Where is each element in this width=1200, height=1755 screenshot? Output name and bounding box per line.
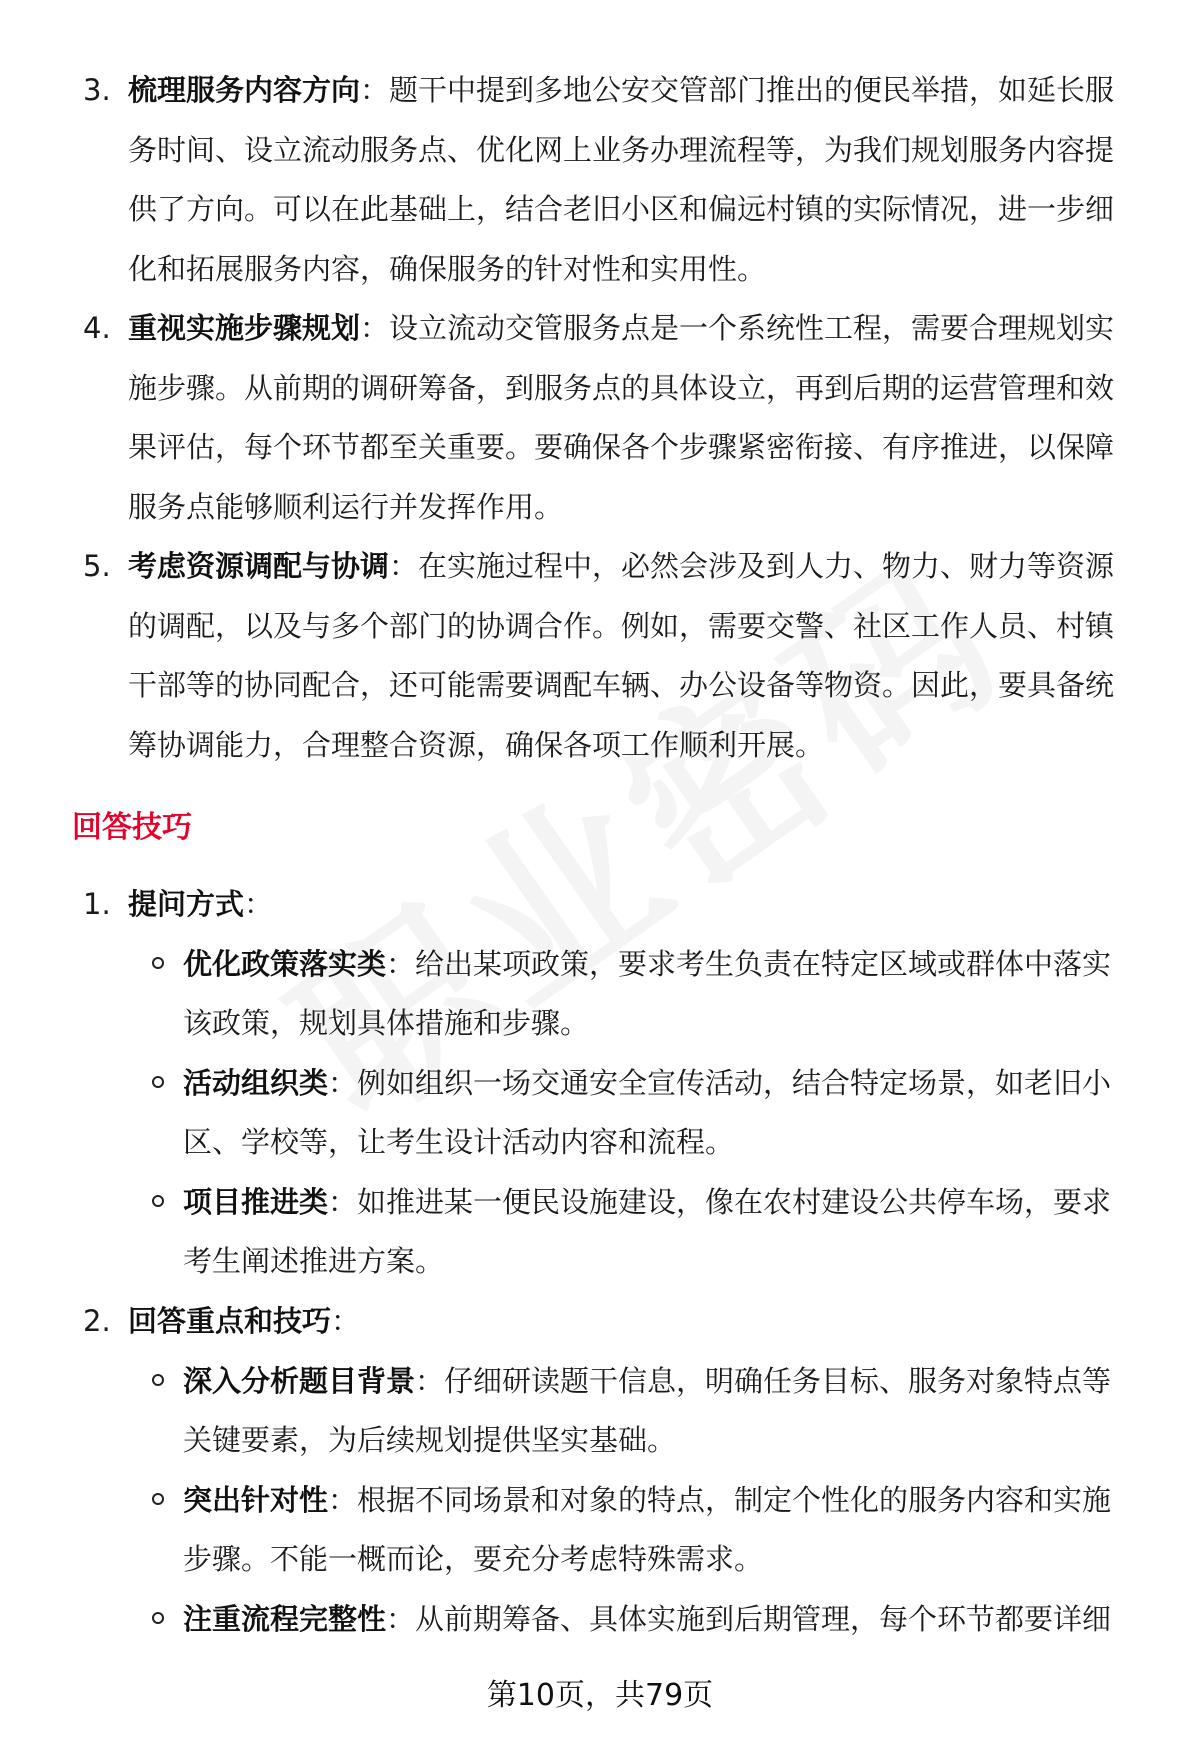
sub-list-item — [0, 1352, 1200, 1471]
sub-list-item — [0, 1173, 1200, 1292]
sub-item-term: 活动组织类 — [183, 1065, 329, 1100]
list-item-text: ：在实施过程中，必然会涉及到人力、物力、财力等资源的调配，以及与多个部门的协调合作。例如，需要交警、社区工作人员、村镇干部等的协同配合，还可能需要调配车辆、办公设备等物资。因此，要具备统筹协调能力，合理整合资源，确保各项工作顺利开展。 — [128, 549, 1115, 762]
sub-item-text: ：例如组织一场交通安全宣传活动，结合特定场景，如老旧小区、学校等，让考生设计活动内容和流程。 — [183, 1065, 1112, 1159]
page-number-footer: 第10页，共79页 — [486, 1678, 714, 1713]
list-item-number: 4. — [83, 311, 111, 345]
list-item — [0, 299, 1200, 537]
list-item — [0, 61, 1200, 299]
hollow-bullet-icon — [152, 1076, 164, 1088]
list-item-term: 重视实施步骤规划 — [128, 311, 361, 345]
sub-item-term: 注重流程完整性 — [183, 1601, 387, 1636]
sub-item-text: ：从前期筹备、具体实施到后期管理，每个环节都要详细 — [386, 1601, 1112, 1636]
sub-item-text: ：仔细研读题干信息，明确任务目标、服务对象特点等关键要素，为后续规划提供坚实基础。 — [183, 1363, 1112, 1457]
sub-item-term: 突出针对性 — [183, 1482, 329, 1517]
sub-item-term: 深入分析题目背景 — [183, 1363, 416, 1398]
sub-item-term: 项目推进类 — [183, 1184, 329, 1219]
numbered-list-top — [0, 61, 1200, 775]
list-item — [0, 1292, 1200, 1352]
hollow-bullet-icon — [152, 1195, 164, 1207]
list-item-text: ：设立流动交管服务点是一个系统性工程，需要合理规划实施步骤。从前期的调研筹备，到服务点的具体设立，再到后期的运营管理和效果评估，每个环节都至关重要。要确保各个步骤紧密衔接、有序推进，以保障服务点能够顺利运行并发挥作用。 — [128, 311, 1115, 524]
sub-item-term: 优化政策落实类 — [183, 946, 387, 981]
list-item-number: 1. — [83, 887, 111, 921]
list-item-number: 3. — [83, 73, 111, 107]
list-item-colon: ： — [244, 887, 274, 921]
hollow-bullet-icon — [152, 1374, 164, 1386]
list-item-term: 考虑资源调配与协调 — [128, 549, 390, 583]
numbered-list-section-1 — [0, 875, 1200, 1292]
list-item — [0, 875, 1200, 935]
list-item — [0, 537, 1200, 775]
list-item-colon: ： — [331, 1304, 361, 1338]
numbered-list-section-2 — [0, 1292, 1200, 1649]
list-item-term: 回答重点和技巧 — [128, 1304, 332, 1338]
hollow-bullet-icon — [152, 957, 164, 969]
sub-item-text: ：给出某项政策，要求考生负责在特定区域或群体中落实该政策，规划具体措施和步骤。 — [183, 946, 1112, 1040]
hollow-bullet-icon — [152, 1493, 164, 1505]
list-item-number: 5. — [83, 549, 111, 583]
sub-list-item — [0, 1054, 1200, 1173]
list-item-number: 2. — [83, 1304, 111, 1338]
list-item-term: 梳理服务内容方向 — [128, 73, 361, 107]
sub-list-item — [0, 1471, 1200, 1590]
section-heading: 回答技巧 — [72, 810, 192, 845]
sub-list-item — [0, 1590, 1200, 1650]
sub-item-text: ：根据不同场景和对象的特点，制定个性化的服务内容和实施步骤。不能一概而论，要充分考虑特殊需求。 — [183, 1482, 1112, 1576]
sub-list-item — [0, 935, 1200, 1054]
list-item-text: ：题干中提到多地公安交管部门推出的便民举措，如延长服务时间、设立流动服务点、优化网上业务办理流程等，为我们规划服务内容提供了方向。可以在此基础上，结合老旧小区和偏远村镇的实际情况，进一步细化和拓展服务内容，确保服务的针对性和实用性。 — [128, 73, 1115, 286]
sub-item-text: ：如推进某一便民设施建设，像在农村建设公共停车场，要求考生阐述推进方案。 — [183, 1184, 1112, 1278]
list-item-term: 提问方式 — [128, 887, 245, 921]
hollow-bullet-icon — [152, 1612, 164, 1624]
